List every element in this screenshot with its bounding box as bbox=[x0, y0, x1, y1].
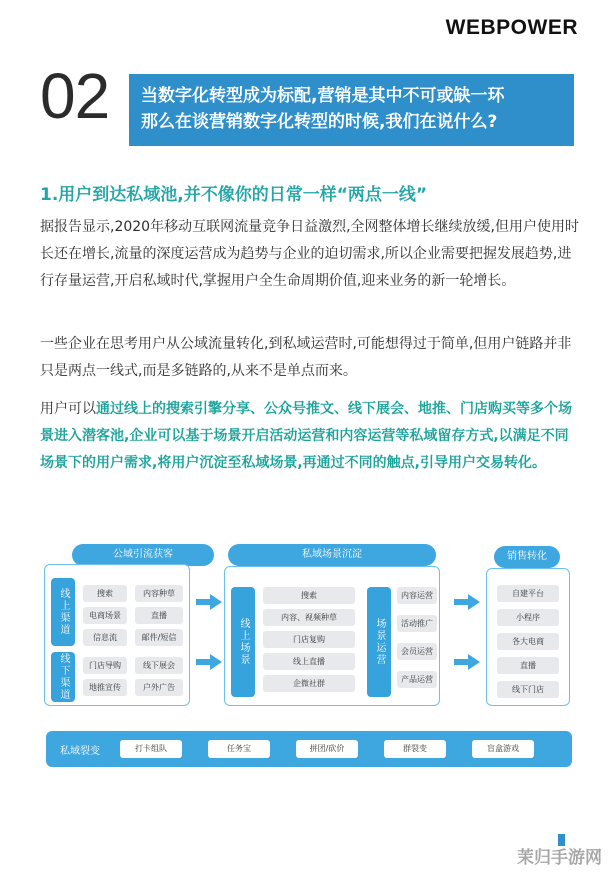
fission-label: 私域裂变 bbox=[60, 746, 100, 757]
section-number: 02 bbox=[40, 60, 110, 132]
flow-arrow-icon bbox=[454, 654, 480, 670]
private-domain-title: 私域场景沉淀 bbox=[228, 544, 436, 566]
private-domain-box bbox=[224, 566, 440, 706]
flow-arrow-icon bbox=[196, 594, 222, 610]
private-ops-item: 产品运营 bbox=[397, 671, 437, 688]
public-online-item: 电商场景 bbox=[83, 607, 127, 624]
public-domain-title: 公域引流获客 bbox=[72, 544, 214, 566]
fission-item: 任务宝 bbox=[208, 740, 270, 758]
private-fission-bar bbox=[46, 731, 572, 767]
sales-item: 各大电商 bbox=[497, 633, 559, 650]
public-online-item: 搜索 bbox=[83, 585, 127, 602]
sales-box bbox=[486, 568, 570, 706]
public-online-item: 信息流 bbox=[83, 629, 127, 646]
brand-logo: WEBPOWER bbox=[445, 16, 578, 39]
user-journey-diagram bbox=[40, 542, 580, 772]
sales-item: 小程序 bbox=[497, 609, 559, 626]
online-scene-label: 线上场景 bbox=[231, 587, 255, 697]
private-ops-item: 会员运营 bbox=[397, 643, 437, 660]
public-offline-item: 线下展会 bbox=[135, 657, 183, 674]
paragraph-3-prefix: 用户可以 bbox=[40, 401, 96, 417]
sales-title: 销售转化 bbox=[494, 546, 560, 568]
private-online-item: 门店复购 bbox=[263, 631, 355, 648]
paragraph-2: 一些企业在思考用户从公域流量转化,到私域运营时,可能想得过于简单,但用户链路并非只是两点一线式,而是多链路的,从来不是单点而来。 bbox=[40, 336, 572, 379]
private-ops-item: 内容运营 bbox=[397, 587, 437, 604]
fission-item: 拼团/砍价 bbox=[296, 740, 358, 758]
fission-item: 盲盒游戏 bbox=[472, 740, 534, 758]
private-online-item: 企微社群 bbox=[263, 675, 355, 692]
fission-item: 打卡组队 bbox=[120, 740, 182, 758]
offline-channel-label: 线下渠道 bbox=[51, 652, 75, 702]
section-banner bbox=[129, 74, 574, 146]
banner-line-1: 当数字化转型成为标配,营销是其中不可或缺一环 bbox=[141, 86, 505, 106]
sales-item: 直播 bbox=[497, 657, 559, 674]
public-offline-item: 户外广告 bbox=[135, 679, 183, 696]
private-online-item: 搜索 bbox=[263, 587, 355, 604]
public-online-item: 直播 bbox=[135, 607, 183, 624]
public-offline-item: 门店导购 bbox=[83, 657, 127, 674]
public-domain-box bbox=[44, 564, 190, 706]
private-ops-item: 活动推广 bbox=[397, 615, 437, 632]
public-offline-item: 地推宣传 bbox=[83, 679, 127, 696]
paragraph-3-highlight: 通过线上的搜索引擎分享、公众号推文、线下展会、地推、门店购买等多个场景进入潜客池,企业可以基于场景开启活动运营和内容运营等私域留存方式,以满足不同场景下的用户需求,将用户沉淀至私域场景,再通过不同的触点,引导用户交易转化。 bbox=[40, 401, 572, 471]
paragraph-1: 据报告显示,2020年移动互联网流量竞争日益激烈,全网整体增长继续放缓,但用户使用时长还在增长,流量的深度运营成为趋势与企业的迫切需求,所以企业需要把握发展趋势,进行存量运营,开启私域时代,掌握用户全生命周期价值,迎来业务的新一轮增长。 bbox=[40, 219, 579, 289]
private-online-item: 内容、视频种草 bbox=[263, 609, 355, 626]
fission-item: 群裂变 bbox=[384, 740, 446, 758]
flow-arrow-icon bbox=[454, 594, 480, 610]
banner-line-2: 那么在谈营销数字化转型的时候,我们在说什么? bbox=[141, 112, 498, 132]
sales-item: 自建平台 bbox=[497, 585, 559, 602]
online-channel-label: 线上渠道 bbox=[51, 578, 75, 646]
paragraph-3 bbox=[40, 396, 580, 477]
flow-arrow-icon bbox=[196, 654, 222, 670]
scene-ops-label: 场景运营 bbox=[367, 587, 391, 697]
section-heading: 1.用户到达私域池,并不像你的日常一样“两点一线” bbox=[40, 185, 428, 205]
private-online-item: 线上直播 bbox=[263, 653, 355, 670]
public-online-item: 邮件/短信 bbox=[135, 629, 183, 646]
sales-item: 线下门店 bbox=[497, 681, 559, 698]
watermark: 茉归手游网 bbox=[517, 848, 602, 868]
public-online-item: 内容种草 bbox=[135, 585, 183, 602]
